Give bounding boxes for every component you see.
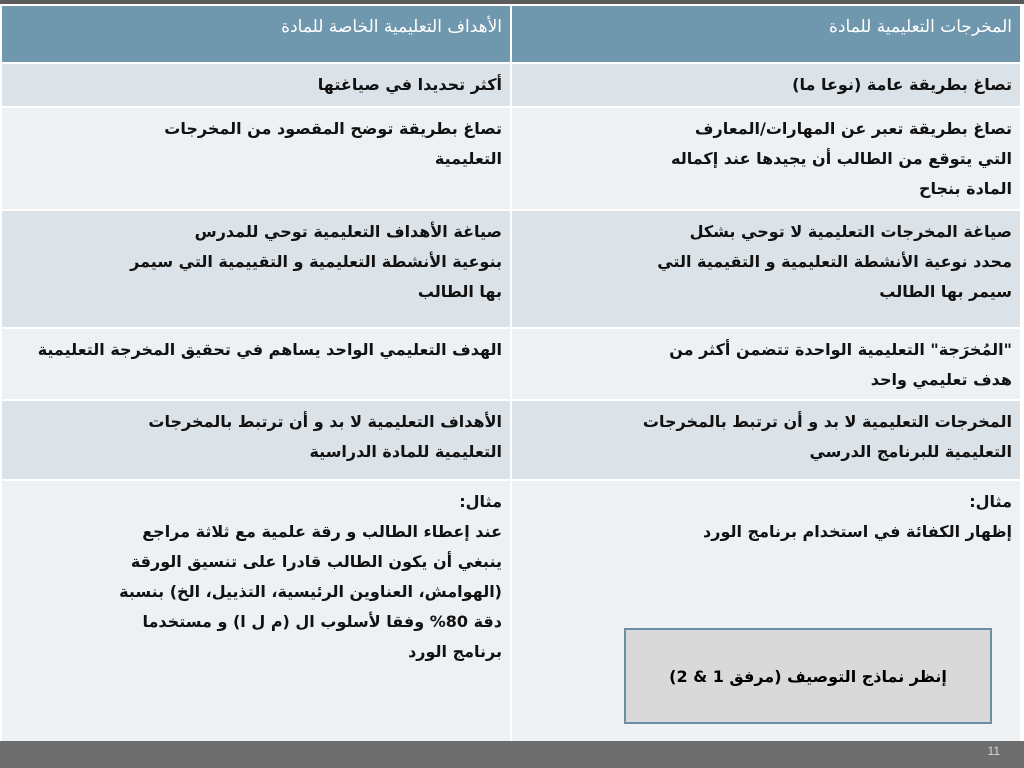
reference-note-text: إنظر نماذج التوصيف (مرفق 1 & 2) xyxy=(669,666,947,686)
cell-text: تصاغ بطريقة عامة (نوعا ما) xyxy=(792,75,1012,94)
cell-text: تصاغ بطريقة تعبر عن المهارات/المعارف xyxy=(694,119,1012,138)
cell-text: هدف تعليمي واحد xyxy=(870,370,1012,389)
cell-text: محدد نوعية الأنشطة التعليمية و التقيمية التي xyxy=(657,252,1012,271)
cell-outcomes xyxy=(511,400,1021,480)
cell-objectives xyxy=(1,107,511,210)
table-row xyxy=(1,107,1021,210)
cell-objectives-example xyxy=(1,480,511,744)
example-text: (الهوامش، العناوين الرئيسية، التذييل، الخ) بنسبة xyxy=(119,582,502,601)
cell-text: "المُخرَجة" التعليمية الواحدة تتضمن أكثر من xyxy=(669,340,1012,359)
table-row xyxy=(1,400,1021,480)
cell-text: تصاغ بطريقة توضح المقصود من المخرجات xyxy=(164,119,502,138)
header-objectives: الأهداف التعليمية الخاصة للمادة xyxy=(1,5,511,63)
cell-outcomes xyxy=(511,107,1021,210)
cell-text: التي يتوقع من الطالب أن يجيدها عند إكماله xyxy=(670,149,1012,168)
reference-note-box xyxy=(624,628,992,724)
header-row xyxy=(1,5,1021,63)
cell-text: بها الطالب xyxy=(417,282,502,301)
cell-text: الأهداف التعليمية لا بد و أن ترتبط بالمخرجات xyxy=(148,412,502,431)
example-text: عند إعطاء الطالب و رقة علمية مع ثلاثة مراجع xyxy=(142,522,502,541)
cell-text: الهدف التعليمي الواحد يساهم في تحقيق المخرجة التعليمية xyxy=(37,340,502,359)
table-row xyxy=(1,63,1021,107)
cell-objectives xyxy=(1,400,511,480)
cell-objectives xyxy=(1,63,511,107)
example-text: دقة 80% وفقا لأسلوب ال (م ل ا) و مستخدما xyxy=(142,612,502,631)
cell-text: التعليمية للبرنامج الدرسي xyxy=(809,442,1012,461)
footer-bar xyxy=(0,741,1024,768)
example-text: برنامج الورد xyxy=(408,642,502,661)
cell-text: بنوعية الأنشطة التعليمية و التقييمية التي سيمر xyxy=(130,252,502,271)
cell-outcomes xyxy=(511,328,1021,400)
example-label: مثال: xyxy=(969,492,1012,511)
cell-text: أكثر تحديدا في صياغتها xyxy=(317,75,502,94)
cell-objectives xyxy=(1,328,511,400)
cell-outcomes xyxy=(511,63,1021,107)
cell-objectives xyxy=(1,210,511,328)
example-text: ينبغي أن يكون الطالب قادرا على تنسيق الورقة xyxy=(130,552,502,571)
cell-text: التعليمية xyxy=(434,149,502,168)
cell-text: المادة بنجاح xyxy=(918,179,1012,198)
cell-text: صياغة المخرجات التعليمية لا توحي بشكل xyxy=(689,222,1012,241)
cell-text: صياغة الأهداف التعليمية توحي للمدرس xyxy=(194,222,502,241)
header-outcomes: المخرجات التعليمية للمادة xyxy=(511,5,1021,63)
cell-text: سيمر بها الطالب xyxy=(879,282,1012,301)
table-row xyxy=(1,328,1021,400)
table-row xyxy=(1,210,1021,328)
example-text: إظهار الكفائة في استخدام برنامج الورد xyxy=(703,522,1012,541)
example-label: مثال: xyxy=(459,492,502,511)
cell-text: المخرجات التعليمية لا بد و أن ترتبط بالمخرجات xyxy=(642,412,1012,431)
cell-text: التعليمية للمادة الدراسية xyxy=(309,442,502,461)
slide-number: 11 xyxy=(987,744,1000,758)
cell-outcomes xyxy=(511,210,1021,328)
